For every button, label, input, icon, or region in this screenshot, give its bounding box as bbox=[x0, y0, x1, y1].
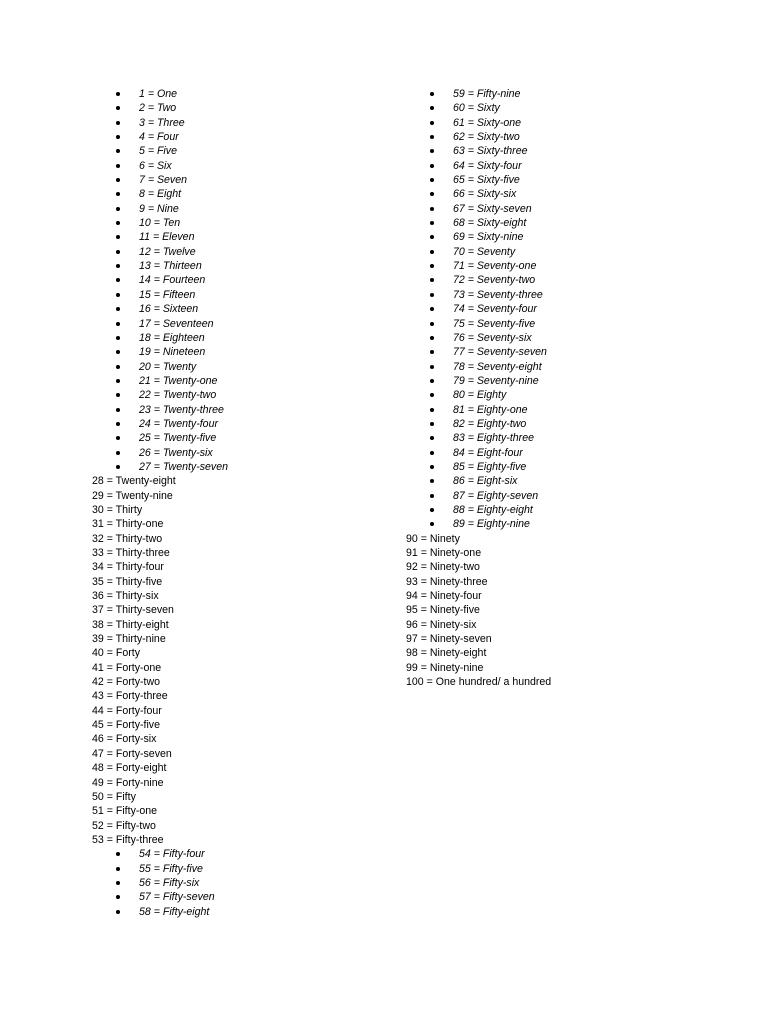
bullet-icon bbox=[116, 207, 120, 211]
number-word-text: 36 = Thirty-six bbox=[92, 590, 159, 603]
number-word-text: 49 = Forty-nine bbox=[92, 776, 164, 789]
left-column bbox=[92, 87, 412, 919]
bulleted-list-item bbox=[92, 288, 412, 302]
text-line bbox=[92, 489, 412, 503]
bulleted-list-item bbox=[406, 474, 726, 488]
number-word-text: 61 = Sixty-one bbox=[453, 116, 522, 129]
number-word-text: 2 = Two bbox=[139, 102, 177, 115]
bulleted-list-item bbox=[406, 288, 726, 302]
number-word-text: 74 = Seventy-four bbox=[453, 303, 537, 316]
bullet-icon bbox=[430, 178, 434, 182]
number-word-text: 89 = Eighty-nine bbox=[453, 518, 530, 531]
bullet-icon bbox=[116, 465, 120, 469]
text-line bbox=[92, 532, 412, 546]
number-word-text: 95 = Ninety-five bbox=[406, 604, 480, 617]
bulleted-list-item bbox=[92, 144, 412, 158]
bulleted-list-item bbox=[92, 230, 412, 244]
bulleted-list-item bbox=[92, 101, 412, 115]
bulleted-list-item bbox=[92, 259, 412, 273]
bullet-icon bbox=[116, 221, 120, 225]
bulleted-list-item bbox=[406, 230, 726, 244]
text-line bbox=[92, 474, 412, 488]
bulleted-list-item bbox=[92, 905, 412, 919]
number-word-text: 11 = Eleven bbox=[139, 231, 195, 244]
number-word-text: 62 = Sixty-two bbox=[453, 131, 520, 144]
text-line bbox=[92, 560, 412, 574]
text-line bbox=[406, 532, 726, 546]
bullet-icon bbox=[116, 293, 120, 297]
number-word-text: 65 = Sixty-five bbox=[453, 174, 520, 187]
number-word-text: 30 = Thirty bbox=[92, 503, 143, 516]
number-word-text: 15 = Fifteen bbox=[139, 288, 196, 301]
bullet-icon bbox=[430, 235, 434, 239]
text-line bbox=[92, 503, 412, 517]
text-line bbox=[92, 646, 412, 660]
number-word-text: 24 = Twenty-four bbox=[139, 417, 218, 430]
text-line bbox=[406, 575, 726, 589]
bullet-icon bbox=[116, 106, 120, 110]
number-word-text: 90 = Ninety bbox=[406, 532, 460, 545]
number-word-text: 14 = Fourteen bbox=[139, 274, 206, 287]
text-line bbox=[92, 689, 412, 703]
text-line bbox=[406, 675, 726, 689]
number-word-text: 59 = Fifty-nine bbox=[453, 88, 521, 100]
bullet-icon bbox=[430, 379, 434, 383]
number-word-text: 48 = Forty-eight bbox=[92, 762, 167, 775]
text-line bbox=[92, 632, 412, 646]
bullet-icon bbox=[430, 494, 434, 498]
number-word-text: 96 = Ninety-six bbox=[406, 618, 477, 631]
bullet-icon bbox=[430, 307, 434, 311]
text-line bbox=[406, 646, 726, 660]
bullet-icon bbox=[430, 393, 434, 397]
text-line bbox=[92, 675, 412, 689]
bulleted-list-item bbox=[406, 173, 726, 187]
bulleted-list-item bbox=[406, 216, 726, 230]
bullet-icon bbox=[116, 307, 120, 311]
bullet-icon bbox=[430, 408, 434, 412]
number-word-text: 85 = Eighty-five bbox=[453, 460, 527, 473]
number-word-text: 8 = Eight bbox=[139, 188, 182, 201]
bulleted-list-item bbox=[92, 159, 412, 173]
number-word-text: 18 = Eighteen bbox=[139, 331, 205, 344]
number-word-text: 68 = Sixty-eight bbox=[453, 217, 527, 230]
text-line bbox=[92, 819, 412, 833]
bulleted-list-item bbox=[406, 431, 726, 445]
bulleted-list-item bbox=[92, 130, 412, 144]
bulleted-list-item bbox=[92, 374, 412, 388]
number-word-text: 60 = Sixty bbox=[453, 102, 500, 115]
number-word-text: 26 = Twenty-six bbox=[139, 446, 213, 459]
bulleted-list-item bbox=[92, 245, 412, 259]
bullet-icon bbox=[430, 221, 434, 225]
bullet-icon bbox=[116, 264, 120, 268]
bullet-icon bbox=[430, 479, 434, 483]
bulleted-list-item bbox=[92, 345, 412, 359]
number-word-text: 88 = Eighty-eight bbox=[453, 503, 533, 516]
number-word-text: 21 = Twenty-one bbox=[139, 374, 218, 387]
bulleted-list-item bbox=[406, 317, 726, 331]
bullet-icon bbox=[430, 465, 434, 469]
number-word-text: 66 = Sixty-six bbox=[453, 188, 517, 201]
number-word-text: 27 = Twenty-seven bbox=[139, 460, 229, 473]
bulleted-list-item bbox=[406, 259, 726, 273]
bullet-icon bbox=[116, 178, 120, 182]
number-word-text: 6 = Six bbox=[139, 159, 172, 172]
number-word-text: 40 = Forty bbox=[92, 647, 140, 660]
number-word-text: 34 = Thirty-four bbox=[92, 561, 164, 574]
bulleted-list-item bbox=[406, 130, 726, 144]
number-word-text: 19 = Nineteen bbox=[139, 346, 206, 359]
number-word-text: 16 = Sixteen bbox=[139, 303, 199, 316]
number-word-text: 72 = Seventy-two bbox=[453, 274, 536, 287]
bullet-icon bbox=[116, 408, 120, 412]
bullet-icon bbox=[116, 910, 120, 914]
bulleted-list-item bbox=[92, 388, 412, 402]
bulleted-list-item bbox=[92, 446, 412, 460]
bulleted-list-item bbox=[92, 876, 412, 890]
text-line bbox=[406, 661, 726, 675]
number-word-text: 71 = Seventy-one bbox=[453, 260, 537, 273]
number-word-text: 29 = Twenty-nine bbox=[92, 489, 173, 502]
bulleted-list-item bbox=[92, 460, 412, 474]
number-word-text: 58 = Fifty-eight bbox=[139, 905, 210, 918]
bullet-icon bbox=[430, 422, 434, 426]
bullet-icon bbox=[430, 278, 434, 282]
number-word-text: 22 = Twenty-two bbox=[139, 389, 217, 402]
bullet-icon bbox=[116, 235, 120, 239]
bulleted-list-item bbox=[92, 403, 412, 417]
text-line bbox=[92, 761, 412, 775]
number-word-text: 12 = Twelve bbox=[139, 245, 196, 258]
bulleted-list-item bbox=[406, 116, 726, 130]
number-word-text: 38 = Thirty-eight bbox=[92, 618, 169, 631]
bullet-icon bbox=[430, 365, 434, 369]
bulleted-list-item bbox=[406, 489, 726, 503]
bullet-icon bbox=[430, 264, 434, 268]
bulleted-list-item bbox=[406, 403, 726, 417]
bullet-icon bbox=[430, 336, 434, 340]
number-word-text: 3 = Three bbox=[139, 116, 185, 129]
text-line bbox=[406, 618, 726, 632]
number-word-text: 10 = Ten bbox=[139, 217, 181, 230]
bullet-icon bbox=[116, 149, 120, 153]
number-word-text: 75 = Seventy-five bbox=[453, 317, 536, 330]
bullet-icon bbox=[430, 522, 434, 526]
number-word-text: 41 = Forty-one bbox=[92, 661, 162, 674]
number-word-text: 9 = Nine bbox=[139, 202, 179, 215]
number-word-text: 56 = Fifty-six bbox=[139, 876, 200, 889]
number-word-text: 77 = Seventy-seven bbox=[453, 346, 547, 359]
text-line bbox=[92, 603, 412, 617]
number-word-text: 100 = One hundred/ a hundred bbox=[406, 676, 552, 689]
bullet-icon bbox=[430, 350, 434, 354]
number-word-text: 92 = Ninety-two bbox=[406, 561, 480, 574]
text-line bbox=[92, 546, 412, 560]
bullet-icon bbox=[430, 192, 434, 196]
bulleted-list-item bbox=[406, 446, 726, 460]
text-line bbox=[92, 575, 412, 589]
number-word-text: 33 = Thirty-three bbox=[92, 547, 170, 559]
number-word-text: 76 = Seventy-six bbox=[453, 331, 532, 344]
bulleted-list-item bbox=[92, 360, 412, 374]
number-word-text: 69 = Sixty-nine bbox=[453, 231, 524, 244]
number-word-text: 63 = Sixty-three bbox=[453, 145, 528, 158]
bullet-icon bbox=[430, 293, 434, 297]
bullet-icon bbox=[116, 852, 120, 856]
bullet-icon bbox=[116, 92, 120, 96]
bullet-icon bbox=[116, 336, 120, 340]
number-word-text: 54 = Fifty-four bbox=[139, 848, 205, 861]
bullet-icon bbox=[116, 895, 120, 899]
text-line bbox=[92, 747, 412, 761]
text-line bbox=[406, 560, 726, 574]
bullet-icon bbox=[116, 867, 120, 871]
number-word-text: 17 = Seventeen bbox=[139, 317, 214, 330]
number-word-text: 93 = Ninety-three bbox=[406, 575, 488, 588]
number-word-text: 39 = Thirty-nine bbox=[92, 633, 166, 646]
bulleted-list-item bbox=[406, 360, 726, 374]
bulleted-list-item bbox=[406, 388, 726, 402]
number-word-text: 98 = Ninety-eight bbox=[406, 647, 487, 660]
bulleted-list-item bbox=[92, 862, 412, 876]
bulleted-list-item bbox=[406, 144, 726, 158]
number-word-text: 46 = Forty-six bbox=[92, 733, 157, 746]
number-word-text: 23 = Twenty-three bbox=[139, 403, 224, 416]
number-word-text: 70 = Seventy bbox=[453, 245, 516, 258]
bulleted-list-item bbox=[406, 517, 726, 531]
bulleted-list-item bbox=[92, 417, 412, 431]
number-word-text: 31 = Thirty-one bbox=[92, 518, 164, 531]
bulleted-list-item bbox=[92, 187, 412, 201]
number-word-text: 42 = Forty-two bbox=[92, 676, 161, 689]
bullet-icon bbox=[116, 422, 120, 426]
bullet-icon bbox=[430, 149, 434, 153]
bulleted-list-item bbox=[406, 202, 726, 216]
right-column bbox=[406, 87, 726, 689]
bulleted-list-item bbox=[92, 431, 412, 445]
bullet-icon bbox=[116, 451, 120, 455]
number-word-text: 1 = One bbox=[139, 88, 177, 100]
bullet-icon bbox=[430, 135, 434, 139]
bulleted-list-item bbox=[406, 302, 726, 316]
bulleted-list-item bbox=[406, 101, 726, 115]
text-line bbox=[406, 632, 726, 646]
bulleted-list-item bbox=[92, 273, 412, 287]
bullet-icon bbox=[116, 192, 120, 196]
bullet-icon bbox=[430, 121, 434, 125]
bullet-icon bbox=[116, 164, 120, 168]
number-word-text: 37 = Thirty-seven bbox=[92, 604, 174, 617]
bulleted-list-item bbox=[406, 87, 726, 101]
bulleted-list-item bbox=[92, 202, 412, 216]
bulleted-list-item bbox=[92, 216, 412, 230]
bulleted-list-item bbox=[406, 417, 726, 431]
number-word-text: 67 = Sixty-seven bbox=[453, 202, 532, 215]
number-word-text: 99 = Ninety-nine bbox=[406, 661, 484, 674]
number-word-text: 32 = Thirty-two bbox=[92, 532, 163, 545]
text-line bbox=[92, 704, 412, 718]
bullet-icon bbox=[116, 278, 120, 282]
number-word-text: 52 = Fifty-two bbox=[92, 819, 156, 832]
bullet-icon bbox=[430, 508, 434, 512]
bulleted-list-item bbox=[92, 173, 412, 187]
number-word-text: 83 = Eighty-three bbox=[453, 432, 534, 445]
bulleted-list-item bbox=[92, 302, 412, 316]
bulleted-list-item bbox=[92, 116, 412, 130]
text-line bbox=[92, 718, 412, 732]
bullet-icon bbox=[430, 164, 434, 168]
number-word-text: 47 = Forty-seven bbox=[92, 747, 172, 760]
number-word-text: 78 = Seventy-eight bbox=[453, 360, 542, 373]
text-line bbox=[92, 732, 412, 746]
number-word-text: 44 = Forty-four bbox=[92, 704, 162, 717]
bullet-icon bbox=[430, 250, 434, 254]
text-line bbox=[406, 589, 726, 603]
bullet-icon bbox=[116, 350, 120, 354]
bulleted-list-item bbox=[406, 245, 726, 259]
bulleted-list-item bbox=[92, 847, 412, 861]
bullet-icon bbox=[116, 121, 120, 125]
number-word-text: 79 = Seventy-nine bbox=[453, 374, 539, 387]
bulleted-list-item bbox=[406, 374, 726, 388]
bulleted-list-item bbox=[92, 317, 412, 331]
number-word-text: 81 = Eighty-one bbox=[453, 403, 528, 416]
text-line bbox=[92, 618, 412, 632]
bulleted-list-item bbox=[406, 187, 726, 201]
number-word-text: 87 = Eighty-seven bbox=[453, 489, 539, 502]
text-line bbox=[406, 603, 726, 617]
number-word-text: 91 = Ninety-one bbox=[406, 547, 482, 559]
text-line bbox=[92, 790, 412, 804]
number-word-text: 43 = Forty-three bbox=[92, 690, 168, 703]
bulleted-list-item bbox=[406, 503, 726, 517]
number-word-text: 45 = Forty-five bbox=[92, 719, 161, 732]
bullet-icon bbox=[116, 393, 120, 397]
bullet-icon bbox=[116, 322, 120, 326]
bullet-icon bbox=[116, 379, 120, 383]
bulleted-list-item bbox=[406, 159, 726, 173]
number-word-text: 64 = Sixty-four bbox=[453, 159, 522, 172]
number-word-text: 50 = Fifty bbox=[92, 790, 136, 803]
bullet-icon bbox=[116, 135, 120, 139]
number-word-text: 94 = Ninety-four bbox=[406, 590, 482, 603]
number-word-text: 55 = Fifty-five bbox=[139, 862, 203, 875]
number-word-text: 57 = Fifty-seven bbox=[139, 891, 215, 904]
number-word-text: 86 = Eight-six bbox=[453, 475, 518, 488]
bulleted-list-item bbox=[406, 460, 726, 474]
bulleted-list-item bbox=[406, 273, 726, 287]
text-line bbox=[92, 776, 412, 790]
text-line bbox=[92, 661, 412, 675]
text-line bbox=[92, 589, 412, 603]
number-word-text: 97 = Ninety-seven bbox=[406, 633, 492, 646]
number-word-text: 51 = Fifty-one bbox=[92, 805, 158, 818]
bullet-icon bbox=[430, 106, 434, 110]
number-word-text: 13 = Thirteen bbox=[139, 260, 202, 273]
text-line bbox=[92, 804, 412, 818]
bullet-icon bbox=[430, 436, 434, 440]
number-word-text: 35 = Thirty-five bbox=[92, 575, 163, 588]
number-word-text: 80 = Eighty bbox=[453, 389, 507, 402]
bullet-icon bbox=[430, 92, 434, 96]
bullet-icon bbox=[430, 451, 434, 455]
bulleted-list-item bbox=[92, 331, 412, 345]
number-word-text: 82 = Eighty-two bbox=[453, 417, 527, 430]
bullet-icon bbox=[430, 207, 434, 211]
number-word-text: 4 = Four bbox=[139, 131, 179, 144]
bulleted-list-item bbox=[92, 890, 412, 904]
text-line bbox=[92, 517, 412, 531]
number-word-text: 53 = Fifty-three bbox=[92, 833, 164, 846]
number-word-text: 20 = Twenty bbox=[139, 360, 197, 373]
number-word-text: 73 = Seventy-three bbox=[453, 288, 543, 301]
bulleted-list-item bbox=[92, 87, 412, 101]
bullet-icon bbox=[430, 322, 434, 326]
number-word-text: 7 = Seven bbox=[139, 174, 188, 187]
bulleted-list-item bbox=[406, 331, 726, 345]
number-word-text: 28 = Twenty-eight bbox=[92, 475, 176, 488]
text-line bbox=[92, 833, 412, 847]
bulleted-list-item bbox=[406, 345, 726, 359]
text-line bbox=[406, 546, 726, 560]
bullet-icon bbox=[116, 436, 120, 440]
bullet-icon bbox=[116, 365, 120, 369]
number-word-text: 5 = Five bbox=[139, 145, 177, 158]
bullet-icon bbox=[116, 881, 120, 885]
bullet-icon bbox=[116, 250, 120, 254]
number-word-text: 25 = Twenty-five bbox=[139, 432, 217, 445]
number-word-text: 84 = Eight-four bbox=[453, 446, 523, 459]
